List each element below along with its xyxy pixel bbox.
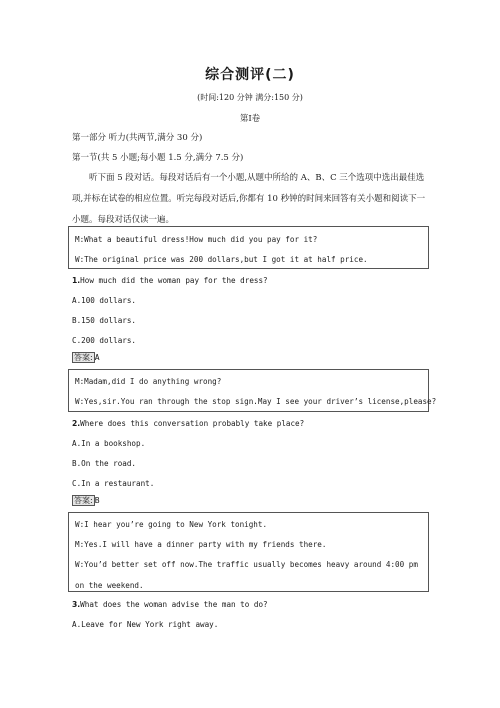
dialog-line: W:You’d better set off now.The traffic usually becomes heavy around 4:00 pm on the weekend.	[75, 560, 418, 590]
dialog-line: W:The original price was 200 dollars,but I got it at half price.	[75, 255, 368, 264]
question-number: 2.	[72, 419, 81, 428]
dialog-box-1	[68, 226, 429, 269]
exam-meta: (时间:120 分钟 满分:150 分)	[197, 93, 303, 102]
page-title: 综合测评(二)	[205, 67, 295, 83]
option-b: B.On the road.	[72, 459, 137, 468]
section-heading: 第一节(共 5 小题;每小题 1.5 分,满分 7.5 分)	[72, 153, 244, 163]
dialog-box-3	[68, 512, 429, 592]
dialog-line: M:Madam,did I do anything wrong?	[75, 377, 222, 386]
question-1	[72, 276, 268, 285]
answer-1	[72, 352, 100, 363]
dialog-line: W:Yes,sir.You ran through the stop sign.May I see your driver’s license,please?	[75, 397, 437, 406]
question-text: What does the woman advise the man to do?	[80, 600, 268, 609]
volume-heading: 第Ⅰ卷	[239, 114, 261, 124]
dialog-box-2	[68, 369, 437, 412]
answer-value: A	[94, 353, 100, 362]
question-number: 1.	[72, 276, 81, 285]
question-number: 3.	[72, 600, 81, 609]
option-c: C.200 dollars.	[72, 336, 137, 345]
option-b: B.150 dollars.	[72, 316, 137, 325]
option-a: A.Leave for New York right away.	[72, 620, 219, 629]
instructions: 听下面 5 段对话。每段对话后有一个小题,从题中所给的 A、B、C 三个选项中选出最佳选项,并标在试卷的相应位置。听完每段对话后,你都有 10 秒钟的时间来回答有关小题和阅读下一小题。每段对话仅读一遍。	[72, 173, 426, 225]
question-text: Where does this conversation probably take place?	[80, 419, 305, 428]
question-text: How much did the woman pay for the dress?	[80, 276, 268, 285]
dialog-line: M:What a beautiful dress!How much did you pay for it?	[75, 235, 318, 244]
dialog-line: M:Yes.I will have a dinner party with my friends there.	[75, 540, 327, 549]
part-heading: 第一部分 听力(共两节,满分 30 分)	[72, 133, 203, 143]
answer-2	[72, 495, 100, 506]
option-a: A.In a bookshop.	[72, 439, 146, 448]
answer-label: 答案:	[74, 353, 93, 362]
answer-label: 答案:	[74, 496, 93, 505]
option-c: C.In a restaurant.	[72, 479, 155, 488]
answer-value: B	[94, 496, 100, 505]
dialog-line: W:I hear you’re going to New York tonight.	[75, 520, 268, 529]
question-3	[72, 600, 268, 609]
option-a: A.100 dollars.	[72, 296, 137, 305]
question-2	[72, 419, 304, 428]
